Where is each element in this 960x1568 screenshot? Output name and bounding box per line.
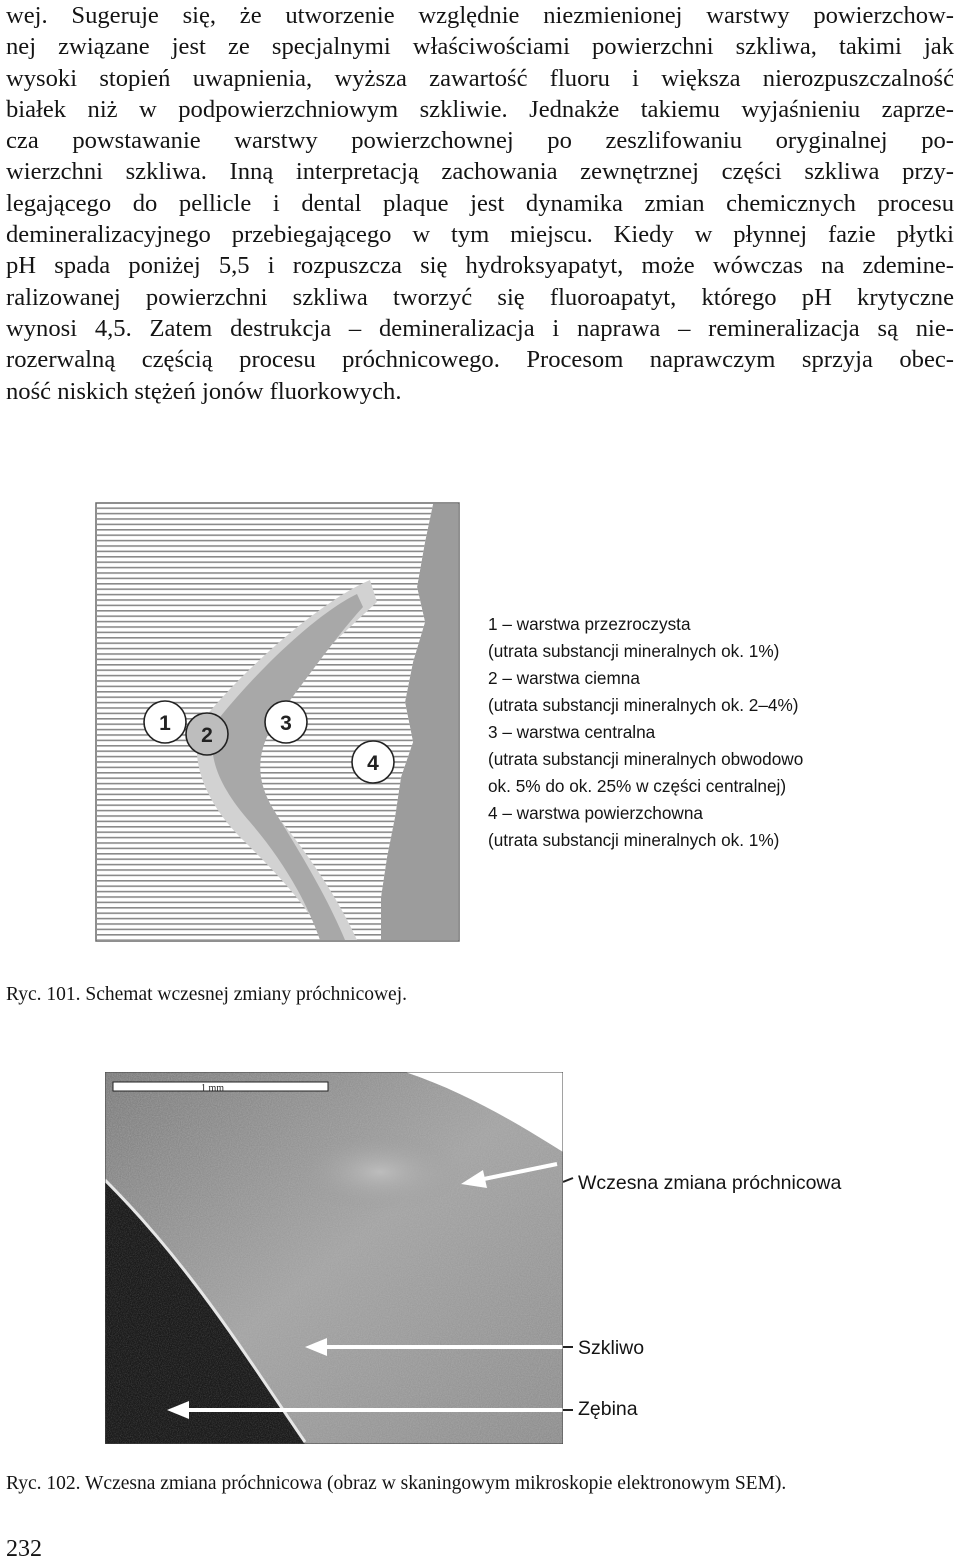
legend-item [488, 665, 803, 719]
scale-label: 1 mm [201, 1083, 225, 1094]
body-line: wysoki stopień uwapnienia, wyższa zawartość fluoru i większa nierozpuszczalność [6, 64, 954, 92]
body-line: ralizowanej powierzchni szkliwa tworzyć się fluoroapatyt, którego pH krytyczne [6, 283, 954, 311]
figure1-legend [488, 611, 803, 854]
legend-title: 1 – warstwa przezroczysta [488, 614, 691, 634]
zone-marker-3 [265, 701, 307, 743]
legend-item [488, 719, 803, 800]
figure1-caption: Ryc. 101. Schemat wczesnej zmiany próchnicowej. [6, 984, 408, 1005]
zone-marker-4 [352, 741, 394, 783]
legend-description: (utrata substancji mineralnych ok. 1%) [488, 641, 780, 661]
body-line: legającego do pellicle i dental plaque jest dynamika zmian chemicznych procesu [6, 189, 954, 217]
legend-description: (utrata substancji mineralnych ok. 1%) [488, 830, 780, 850]
body-paragraph [6, 0, 954, 407]
zone-number-2: 2 [201, 724, 213, 747]
figure2-caption: Ryc. 102. Wczesna zmiana próchnicowa (obraz w skaningowym mikroskopie elektronowym SEM). [6, 1473, 787, 1494]
zone-number-3: 3 [280, 712, 292, 735]
lesion-area [295, 1132, 465, 1212]
zone-marker-1 [144, 701, 186, 743]
zone-number-4: 4 [367, 752, 379, 775]
body-line: nej związane jest ze specjalnymi właściwościami powierzchni szkliwa, takimi jak [6, 33, 954, 61]
zone-marker-2 [186, 713, 228, 755]
body-line: białek niż w podpowierzchniowym szkliwie. Jednakże takiemu wyjaśnieniu zaprze- [6, 95, 954, 123]
page-number: 232 [6, 1536, 42, 1562]
body-line: ność niskich stężeń jonów fluorkowych. [6, 377, 402, 405]
label-enamel: Szkliwo [578, 1337, 645, 1359]
body-line: wierzchni szkliwa. Inną interpretacją zachowania zewnętrznej części szkliwa przy- [6, 158, 954, 186]
legend-description: (utrata substancji mineralnych obwodowo [488, 749, 804, 769]
body-line: demineralizacyjnego przebiegającego w tym miejscu. Kiedy w płynnej fazie płytki [6, 221, 954, 249]
figure-sem-image [105, 1072, 563, 1444]
label-dentin: Zębina [578, 1398, 638, 1420]
body-line: wynosi 4,5. Zatem destrukcja – demineralizacja i naprawa – remineralizacja są nie- [6, 314, 954, 342]
legend-title: 2 – warstwa ciemna [488, 668, 640, 688]
body-line: cza powstawanie warstwy powierzchownej po zeszlifowaniu oryginalnej po- [6, 127, 954, 155]
legend-description: (utrata substancji mineralnych ok. 2–4%) [488, 695, 799, 715]
arrow-extensions [563, 1072, 575, 1444]
body-line: pH spada poniżej 5,5 i rozpuszcza się hydroksyapatyt, może wówczas na zdemine- [6, 252, 954, 280]
legend-title: 4 – warstwa powierzchowna [488, 803, 703, 823]
legend-description: ok. 5% do ok. 25% w części centralnej) [488, 776, 787, 796]
legend-item [488, 611, 803, 665]
legend-item [488, 800, 803, 854]
zone-number-1: 1 [159, 712, 171, 735]
body-line: wej. Sugeruje się, że utworzenie względnie niezmienionej warstwy powierzchow- [6, 2, 954, 29]
label-early-lesion: Wczesna zmiana próchnicowa [578, 1172, 842, 1194]
legend-title: 3 – warstwa centralna [488, 722, 656, 742]
body-line: rozerwalną częścią procesu próchnicowego. Procesom naprawczym sprzyja obec- [6, 346, 954, 374]
figure-lesion-schematic [95, 502, 460, 942]
